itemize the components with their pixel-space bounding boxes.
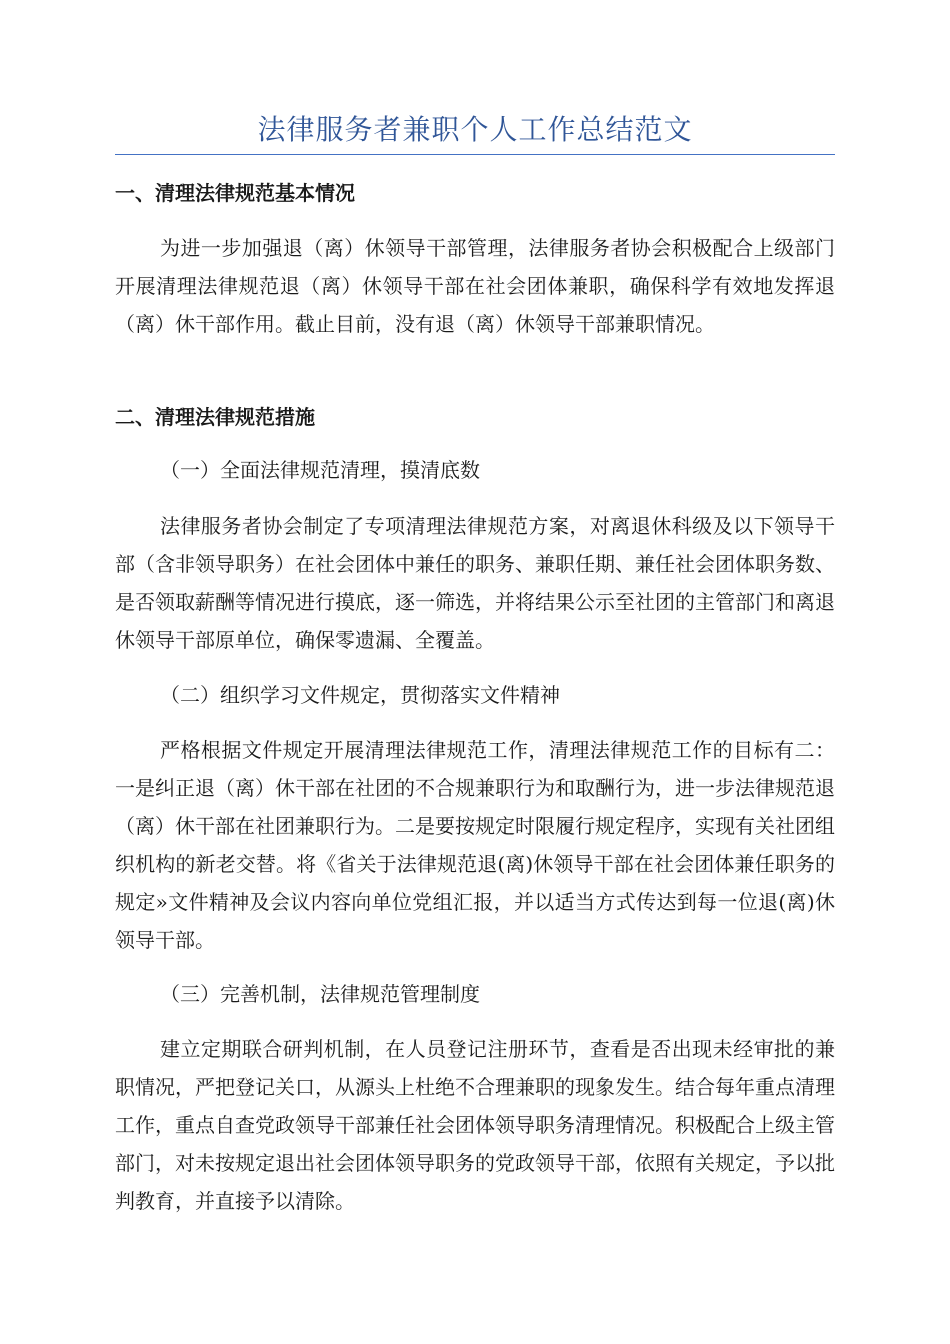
subsection-1-paragraph: 法律服务者协会制定了专项清理法律规范方案，对离退休科级及以下领导干部（含非领导职务）在社会团体中兼任的职务、兼职任期、兼任社会团体职务数、是否领取薪酬等情况进行摸底，逐一筛选，并将结果公示至社团的主管部门和离退休领导干部原单位，确保零遗漏、全覆盖。 <box>115 514 835 652</box>
subsection-3-paragraph: 建立定期联合研判机制，在人员登记注册环节，查看是否出现未经审批的兼职情况，严把登记关口，从源头上杜绝不合理兼职的现象发生。结合每年重点清理工作，重点自查党政领导干部兼任社会团体领导职务清理情况。积极配合上级主管部门，对未按规定退出社会团体领导职务的党政领导干部，依照有关规定，予以批判教育，并直接予以清除。 <box>115 1037 835 1213</box>
section-heading-2: 二、清理法律规范措施 <box>115 405 315 429</box>
subsection-heading-2: （二）组织学习文件规定，贯彻落实文件精神 <box>160 683 560 707</box>
section-heading-1: 一、清理法律规范基本情况 <box>115 181 355 205</box>
section-1-paragraph: 为进一步加强退（离）休领导干部管理，法律服务者协会积极配合上级部门开展清理法律规范退（离）休领导干部在社会团体兼职，确保科学有效地发挥退（离）休干部作用。截止目前，没有退（离）休领导干部兼职情况。 <box>115 236 835 336</box>
subsection-2-paragraph: 严格根据文件规定开展清理法律规范工作，清理法律规范工作的目标有二：一是纠正退（离）休干部在社团的不合规兼职行为和取酬行为，进一步法律规范退（离）休干部在社团兼职行为。二是要按规定时限履行规定程序，实现有关社团组织机构的新老交替。将《省关于法律规范退(离)休领导干部在社会团体兼任职务的规定»文件精神及会议内容向单位党组汇报，并以适当方式传达到每一位退(离)休领导干部。 <box>115 738 835 952</box>
document-title: 法律服务者兼职个人工作总结范文 <box>257 113 693 146</box>
subsection-heading-1: （一）全面法律规范清理，摸清底数 <box>160 458 480 482</box>
subsection-heading-3: （三）完善机制，法律规范管理制度 <box>160 982 480 1006</box>
title-underline <box>115 154 835 155</box>
